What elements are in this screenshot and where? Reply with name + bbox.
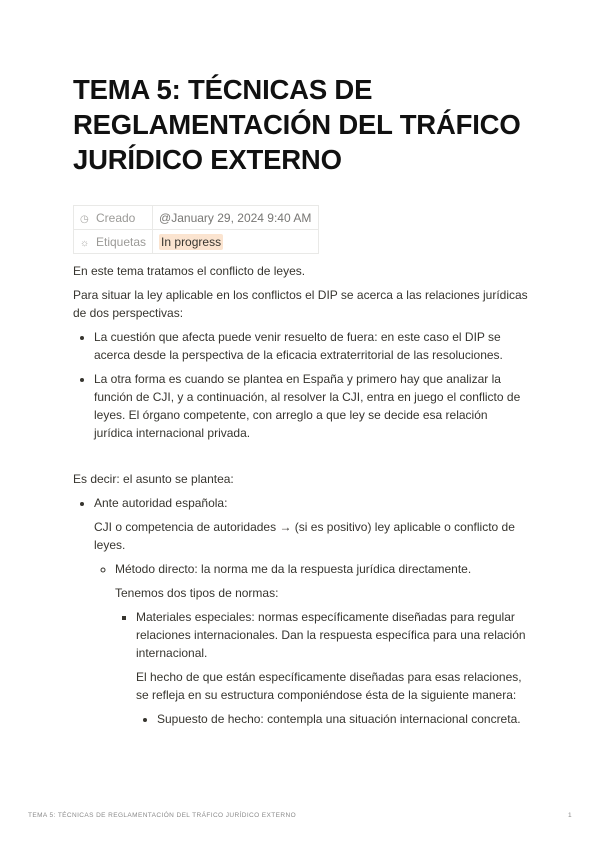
created-label: Creado bbox=[96, 210, 136, 225]
paragraph: El hecho de que están específicamente diseñadas para esas relaciones, se refleja en su estructura componiéndose ésta de la siguiente manera: bbox=[136, 670, 522, 702]
nested-list bbox=[136, 710, 528, 728]
content-body bbox=[73, 262, 528, 734]
bullet-list bbox=[73, 328, 528, 442]
list-item bbox=[94, 494, 528, 728]
paragraph: Para situar la ley aplicable en los conflictos el DIP se acerca a las relaciones jurídicas de dos perspectivas: bbox=[73, 288, 528, 320]
clock-icon: ◷ bbox=[80, 213, 89, 225]
loading-icon: ☼ bbox=[80, 237, 90, 249]
list-item-text: Materiales especiales: normas específicamente diseñadas para regular relaciones internacionales. Dan la respuesta específica para una relación internacional. bbox=[136, 610, 526, 660]
nested-list bbox=[115, 608, 528, 728]
nested-block bbox=[115, 584, 528, 728]
page-number: 1 bbox=[567, 812, 572, 819]
status-badge: In progress bbox=[161, 234, 222, 249]
properties-table bbox=[73, 205, 319, 254]
nested-block bbox=[94, 518, 528, 728]
nested-list bbox=[94, 560, 528, 728]
list-item-text: Método directo: la norma me da la respuesta jurídica directamente. bbox=[115, 562, 472, 576]
list-item bbox=[136, 608, 528, 728]
footer-title: TEMA 5: TÉCNICAS DE REGLAMENTACIÓN DEL TRÁFICO JURÍDICO EXTERNO bbox=[28, 812, 297, 819]
bullet-list bbox=[73, 494, 528, 728]
tags-cell[interactable] bbox=[153, 230, 319, 254]
paragraph: CJI o competencia de autoridades → (si es positivo) ley aplicable o conflicto de leyes. bbox=[94, 520, 515, 552]
paragraph: Es decir: el asunto se plantea: bbox=[73, 472, 234, 486]
page-title: TEMA 5: TÉCNICAS DE REGLAMENTACIÓN DEL TRÁFICO JURÍDICO EXTERNO bbox=[73, 74, 521, 175]
list-item: • Supuesto de hecho: contempla una situación internacional concreta. bbox=[157, 710, 528, 728]
property-key-tags bbox=[74, 230, 153, 254]
list-item bbox=[115, 560, 528, 728]
paragraph: Tenemos dos tipos de normas: bbox=[115, 586, 279, 600]
list-item-text: Ante autoridad española: bbox=[94, 496, 228, 510]
property-key-created bbox=[74, 206, 153, 230]
paragraph: En este tema tratamos el conflicto de leyes. bbox=[73, 264, 306, 278]
list-item: • La cuestión que afecta puede venir resuelto de fuera: en este caso el DIP se acerca desde la perspectiva de la eficacia extraterritorial de las resoluciones. bbox=[94, 328, 528, 364]
tags-label: Etiquetas bbox=[96, 234, 147, 249]
list-item: • La otra forma es cuando se plantea en España y primero hay que analizar la función de CJI, y a continuación, al resolver la CJI, entra en juego el conflicto de leyes. El órgano competente, con arreglo a que ley se decide esa relación jurídica internacional privada. bbox=[94, 370, 528, 442]
nested-block bbox=[136, 668, 528, 728]
page-footer bbox=[28, 812, 572, 819]
empty-line bbox=[73, 448, 528, 470]
created-value[interactable]: @January 29, 2024 9:40 AM bbox=[153, 206, 319, 230]
property-row-created bbox=[74, 206, 319, 230]
property-row-tags bbox=[74, 230, 319, 254]
